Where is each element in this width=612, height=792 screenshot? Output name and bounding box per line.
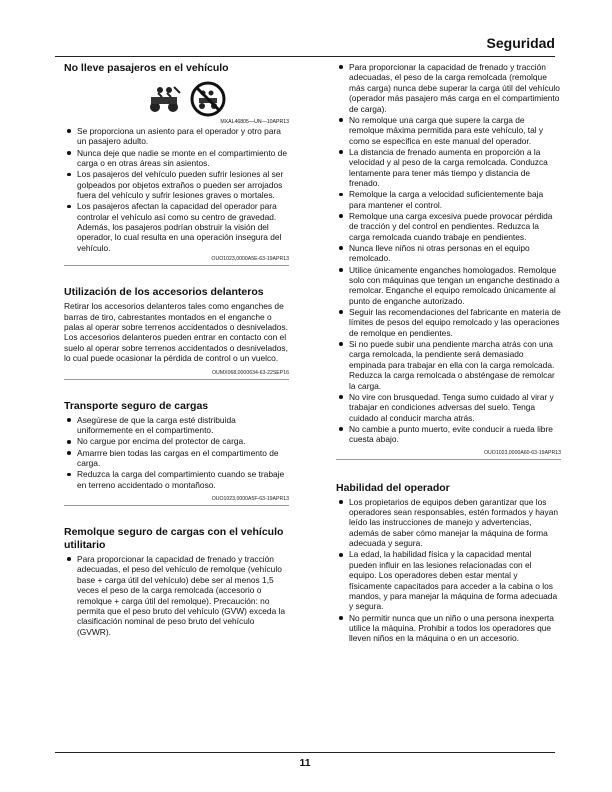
list-item: Los propietarios de equipos deben garantizar que los operadores sean responsables, estén formados y hayan leído las instrucciones de manejo y advertencias, además de saber cómo manejar la máquina de forma adecuada y segura. [336,497,561,549]
bullet-list [336,62,561,445]
list-item: Los pasajeros del vehículo pueden sufrir lesiones al ser golpeados por objetos extraños o pueden ser arrojados fuera del vehículo y sufrir lesiones graves o mortales. [64,169,289,200]
no-passengers-icon [190,81,226,122]
list-item: Los pasajeros afectan la capacidad del operador para controlar el vehículo así como su centro de gravedad. Además, los pasajeros podrían obstruir la visión del operador, lo cual resulta en una operación insegura del vehículo. [64,201,289,253]
list-item: La distancia de frenado aumenta en proporción a la velocidad y al peso de la carga remolcada. Conduzca lentamente para tener más tiempo y distancia de frenado. [336,147,561,189]
section-title: Transporte seguro de cargas [64,399,209,412]
reference-code: OUMX068,0000634-63-22SEP16 [64,370,289,380]
section-title: Utilización de los accesorios delanteros [64,286,264,299]
page-header [55,34,555,57]
section-towing [64,526,289,637]
page-number: 11 [299,757,311,769]
list-item: Utilice únicamente enganches homologados. Remolque solo con máquinas que tengan un enganche destinado a remolcar. Enganche el equipo remolcado únicamente al punto de enganche autorizado. [336,265,561,307]
reference-code: OUO1023,0000A5F-63-19APR13 [64,496,289,506]
list-item: Reduzca la carga del compartimiento cuando se trabaje en terreno accidentado o montañoso. [64,469,289,490]
list-item: Remolque una carga excesiva puede provocar pérdida de tracción y del control en pendientes. Reduzca la carga remolcada cuando trabaje en pendientes. [336,211,561,242]
list-item: La edad, la habilidad física y la capacidad mental pueden influir en las lesiones relacionadas con el equipo. Los operadores deben estar mental y físicamente capacitados para acceder a la cabina o los mandos, y para manejar la máquina de forma adecuada y segura. [336,549,561,611]
section-no-passengers [64,62,289,266]
section-towing-continued [336,62,561,460]
list-item: Si no puede subir una pendiente marcha atrás con una carga remolcada, la pendiente será demasiado empinada para trabajar en ella con la carga remolcada. Reduzca la carga remolcada o absténgase de remolcar la carga. [336,339,561,391]
reference-code: OUO1023,0000A60-63-19APR13 [336,450,561,460]
section-operator-skill [336,482,561,644]
left-column [64,62,289,638]
list-item: Nunca lleve niños ni otras personas en el equipo remolcado. [336,243,561,264]
page-title: Seguridad [486,35,555,51]
list-item: No remolque una carga que supere la carga de remolque máxima permitida para este vehículo, tal y como se especifica en este manual del operador. [336,115,561,146]
section-front-attachments [64,286,289,379]
section-text: Retirar los accesorios delanteros tales como enganches de barras de tiro, cabrestantes montados en el enganche o palas al operar sobre terrenos accidentados o desnivelados. Los accesorios delanteros pueden entrar en contacto con el suelo al operar sobre terrenos accidentados o desnivelados, lo cual puede ocasionar la pérdida de control o un vuelco. [64,301,288,364]
list-item: No cambie a punto muerto, evite conducir a rueda libre cuesta abajo. [336,424,561,445]
bullet-list [64,126,289,253]
list-item: No permitir nunca que un niño o una persona inexperta utilice la máquina. Prohibir a todos los operadores que lleven niños en la máquina o en un accesorio. [336,613,561,644]
section-cargo-transport [64,400,289,506]
page-footer [55,752,555,771]
bullet-list [64,415,289,490]
list-item: No cargue por encima del protector de carga. [64,436,289,446]
safety-icons [64,85,289,119]
passenger-hazard-icon [146,85,182,118]
right-column [336,62,561,645]
list-item: Seguir las recomendaciones del fabricante en materia de límites de pesos del equipo remolcado y las operaciones de remolque en pendientes. [336,307,561,338]
bullet-list [336,497,561,644]
list-item: Amarrre bien todas las cargas en el compartimento de carga. [64,448,289,469]
list-item: Para proporcionar la capacidad de frenado y tracción adecuadas, el peso de la carga remolcada (remolque más carga) nunca debe superar la carga útil del vehículo (operador más pasajero más carga en el compartimiento de carga). [336,62,561,114]
section-title: Remolque seguro de cargas con el vehículo utilitario [64,525,284,551]
list-item: Asegúrese de que la carga esté distribuida uniformemente en el compartimento. [64,415,289,436]
list-item: Remolque la carga a velocidad suficientemente baja para mantener el control. [336,189,561,210]
list-item: No vire con brusquedad. Tenga sumo cuidado al virar y trabajar en condiciones adversas del suelo. Tenga cuidado al conducir marcha atrás. [336,392,561,423]
list-item: Para proporcionar la capacidad de frenado y tracción adecuadas, el peso del vehículo de remolque (vehículo base + carga útil del vehículo) debe ser al menos 1,5 veces el peso de la carga remolcada (accesorio o remolque + carga útil del remolque). Precaución: no permita que el peso bruto del vehículo (GVW) exceda la clasificación nominal de peso bruto del vehículo (GVWR). [64,554,289,637]
reference-code: OUO1023,0000A5E-63-19APR13 [64,256,289,266]
image-reference: MXAL46805—UN—10APR13 [220,119,289,125]
section-title: Habilidad del operador [336,481,450,494]
list-item: Se proporciona un asiento para el operador y otro para un pasajero adulto. [64,126,289,147]
list-item: Nunca deje que nadie se monte en el compartimiento de carga o en otras áreas sin asientos. [64,148,289,169]
bullet-list [64,554,289,637]
section-title: No lleve pasajeros en el vehículo [64,62,229,74]
